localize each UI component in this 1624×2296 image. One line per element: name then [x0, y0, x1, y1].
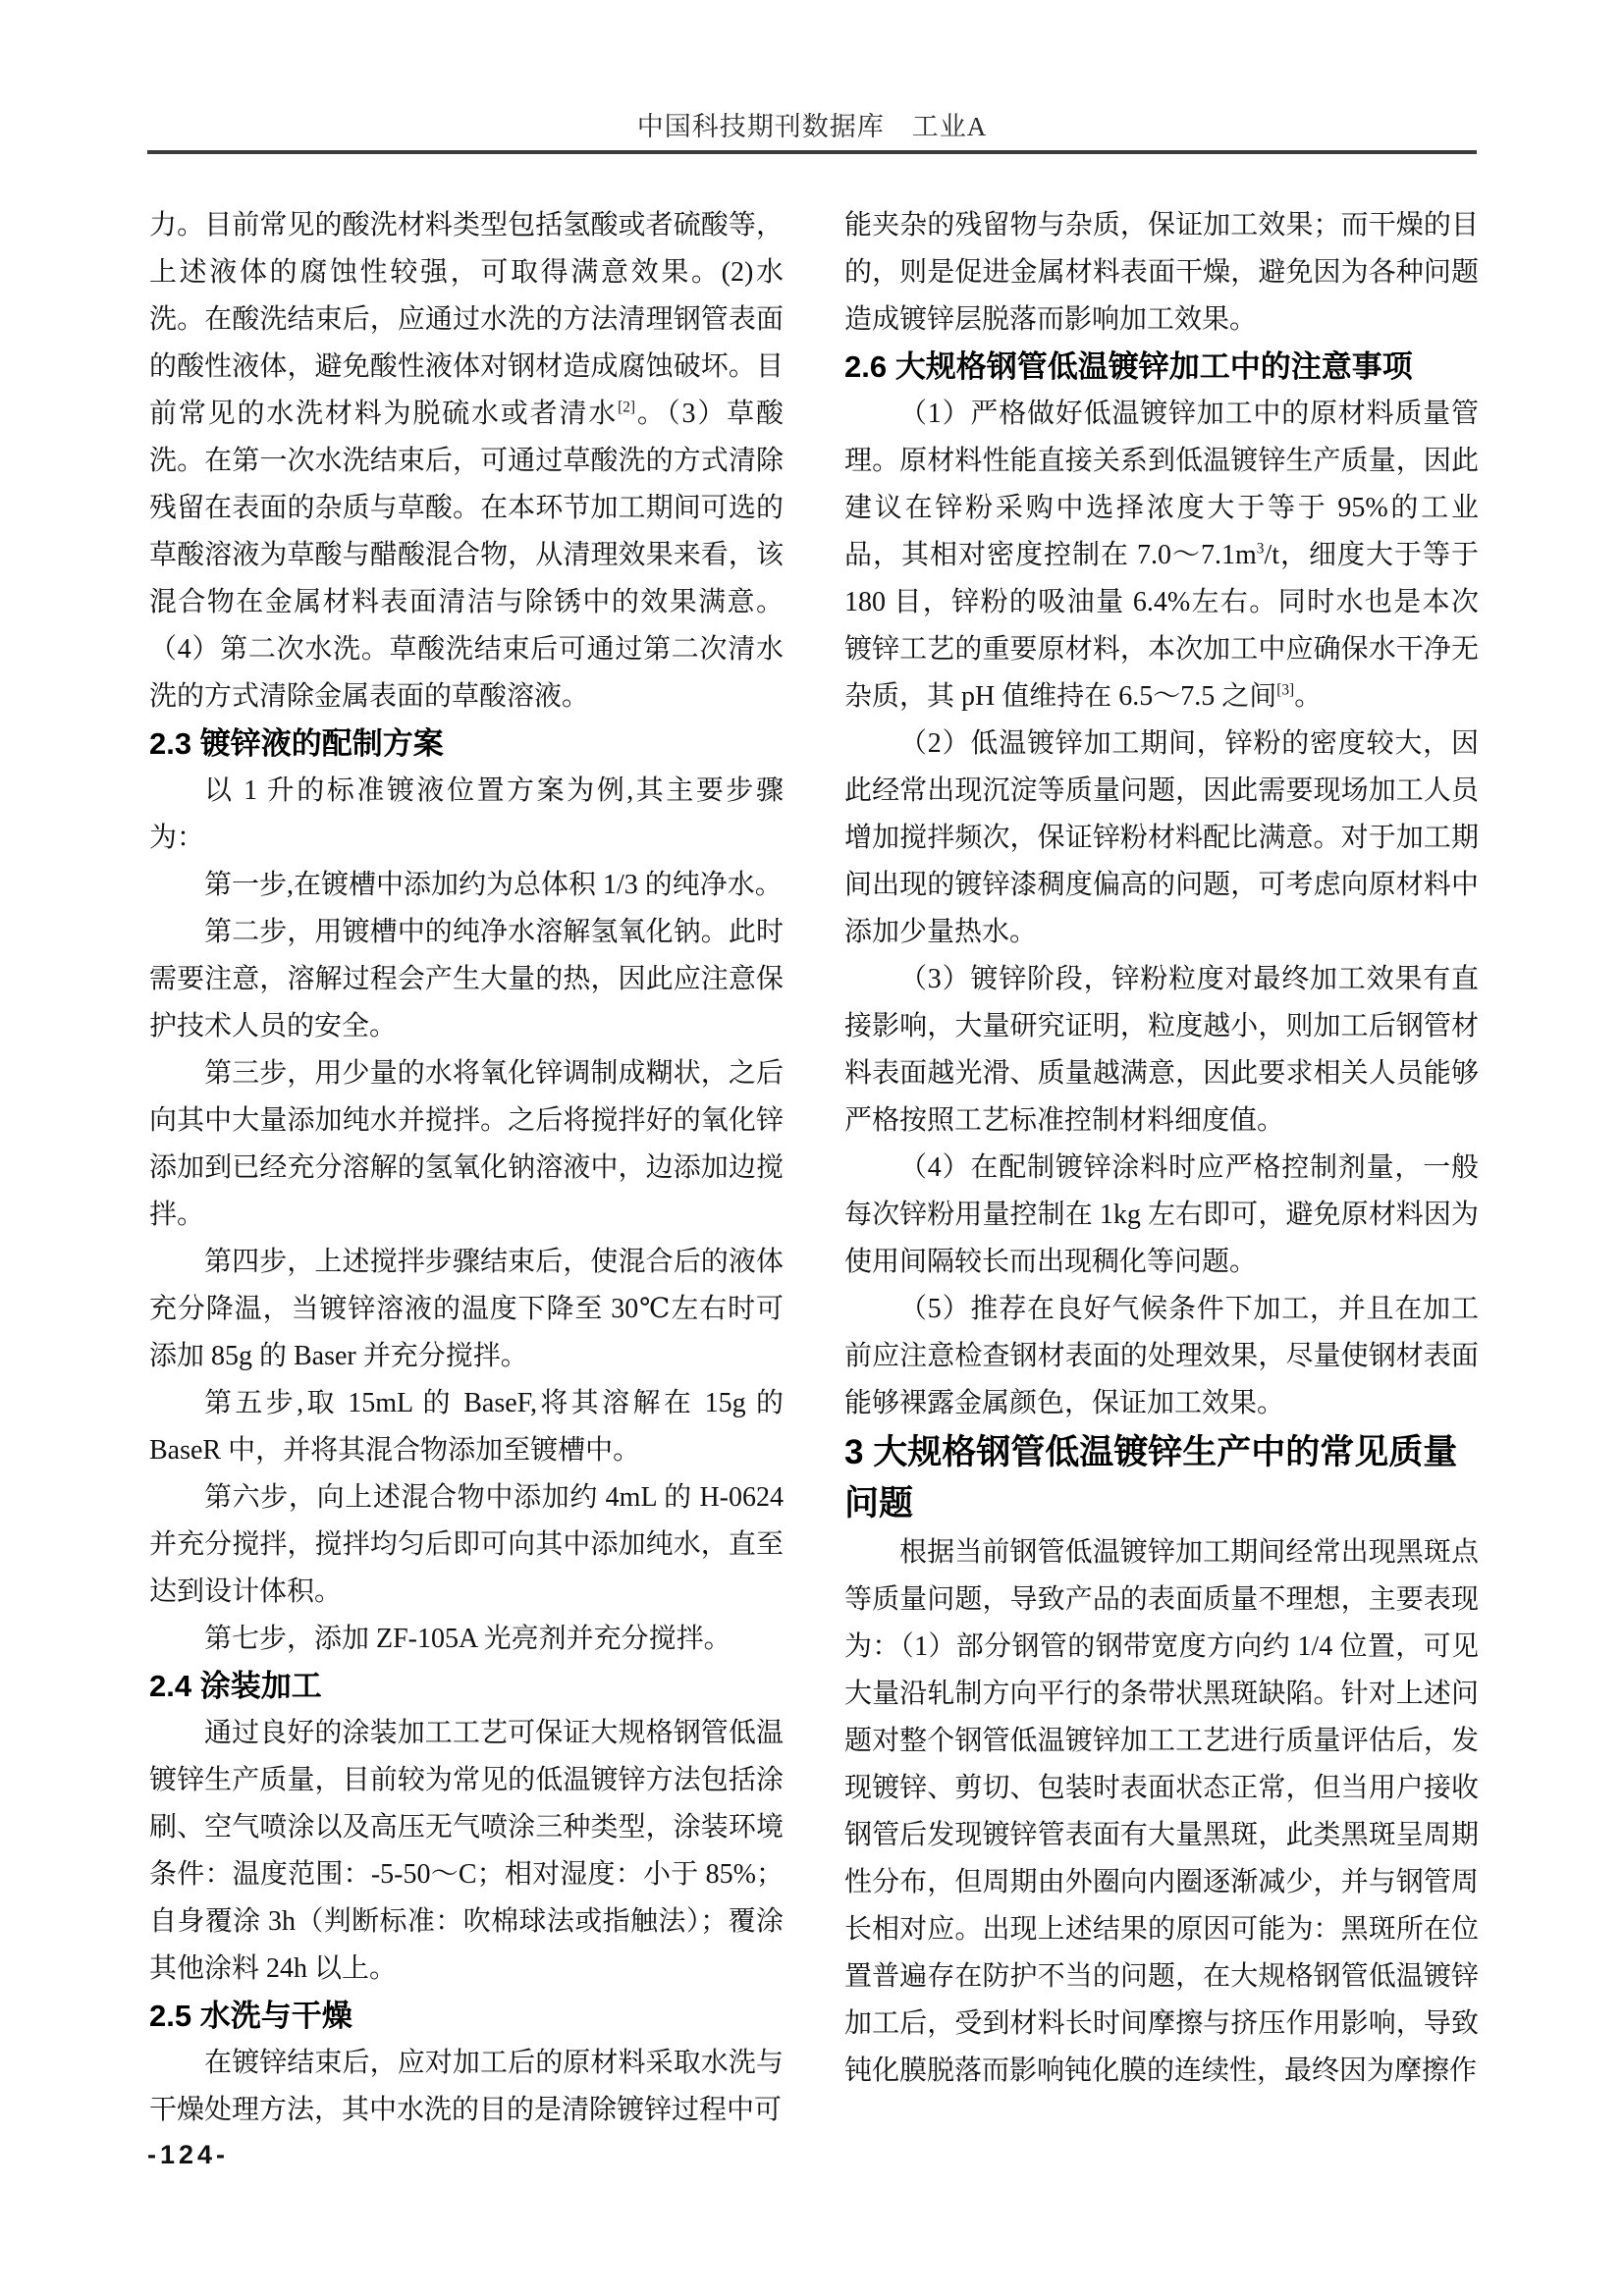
- header-rule: [147, 150, 1477, 154]
- paragraph: （1）严格做好低温镀锌加工中的原材料质量管理。原材料性能直接关系到低温镀锌生产质量，因此建议在锌粉采购中选择浓度大于等于 95%的工业品，其相对密度控制在 $7.0\sim 7.1m^3/t$，细度大于等于 180 目，锌粉的吸油量 6.4%左右。同时水也是本次镀锌工艺的重要原材料，本次加工中应确保水干净无杂质，其 pH 值维持在 6.5～7.5 之间[3]。: [844, 399, 1480, 712]
- paragraph: （2）低温镀锌加工期间，锌粉的密度较大，因此经常出现沉淀等质量问题，因此需要现场加工人员增加搅拌频次，保证锌粉材料配比满意。对于加工期间出现的镀锌漆稠度偏高的问题，可考虑向原材料中添加少量热水。: [844, 728, 1479, 947]
- paragraph: （4）在配制镀锌涂料时应严格控制剂量，一般每次锌粉用量控制在 1kg 左右即可，避免原材料因为使用间隔较长而出现稠化等问题。: [844, 1152, 1479, 1277]
- paragraph: 第二步，用镀槽中的纯净水溶解氢氧化钠。此时需要注意，溶解过程会产生大量的热，因此应注意保护技术人员的安全。: [149, 917, 784, 1041]
- section-heading-2-4: 2.4 涂装加工: [149, 1669, 322, 1703]
- journal-header-title: 中国科技期刊数据库 工业A: [636, 112, 988, 141]
- paragraph: 第三步，用少量的水将氧化锌调制成糊状，之后向其中大量添加纯水并搅拌。之后将搅拌好的氧化锌添加到已经充分溶解的氢氧化钠溶液中，边添加边搅拌。: [149, 1058, 784, 1230]
- paragraph: 在镀锌结束后，应对加工后的原材料采取水洗与干燥处理方法，其中水洗的目的是清除镀锌过程中可: [149, 2048, 784, 2125]
- paragraph: 以 1 升的标准镀液位置方案为例,其主要步骤为：: [149, 775, 784, 853]
- section-heading-3: 3 大规格钢管低温镀锌生产中的常见质量问题: [844, 1433, 1458, 1522]
- paragraph: （3）镀锌阶段，锌粉粒度对最终加工效果有直接影响，大量研究证明，粒度越小，则加工后钢管材料表面越光滑、质量越满意，因此要求相关人员能够严格按照工艺标准控制材料细度值。: [844, 964, 1479, 1136]
- paragraph: （5）推荐在良好气候条件下加工，并且在加工前应注意检查钢材表面的处理效果，尽量使钢材表面能够裸露金属颜色，保证加工效果。: [844, 1294, 1479, 1418]
- page-content: [149, 202, 1479, 2134]
- paragraph: 第七步，添加 ZF-105A 光亮剂并充分搅拌。: [204, 1624, 731, 1654]
- paragraph: 力。目前常见的酸洗材料类型包括氢酸或者硫酸等，上述液体的腐蚀性较强，可取得满意效果。(2)水洗。在酸洗结束后，应通过水洗的方法清理钢管表面的酸性液体，避免酸性液体对钢材造成腐蚀破坏。目前常见的水洗材料为脱硫水或者清水[2]。（3）草酸洗。在第一次水洗结束后，可通过草酸洗的方式清除残留在表面的杂质与草酸。在本环节加工期间可选的草酸溶液为草酸与醋酸混合物，从清理效果来看，该混合物在金属材料表面清洁与除锈中的效果满意。（4）第二次水洗。草酸洗结束后可通过第二次清水洗的方式清除金属表面的草酸溶液。: [149, 210, 784, 712]
- left-column: [149, 202, 784, 2134]
- page-number: -124-: [147, 2140, 230, 2169]
- paragraph: 第一步,在镀槽中添加约为总体积 1/3 的纯净水。: [204, 870, 783, 900]
- paragraph: 通过良好的涂装加工工艺可保证大规格钢管低温镀锌生产质量，目前较为常见的低温镀锌方法包括涂刷、空气喷涂以及高压无气喷涂三种类型，涂装环境条件：温度范围：-5-50～C；相对湿度：小于 85%；自身覆涂 3h（判断标准：吹棉球法或指触法）；覆涂其他涂料 24h 以上。: [149, 1718, 784, 1984]
- paragraph: 第四步，上述搅拌步骤结束后，使混合后的液体充分降温，当镀锌溶液的温度下降至 30℃左右时可添加 85g 的 Baser 并充分搅拌。: [149, 1247, 784, 1371]
- paragraph: 根据当前钢管低温镀锌加工期间经常出现黑斑点等质量问题，导致产品的表面质量不理想，主要表现为：（1）部分钢管的钢带宽度方向约 1/4 位置，可见大量沿轧制方向平行的条带状黑斑缺陷。针对上述问题对整个钢管低温镀锌加工工艺进行质量评估后，发现镀锌、剪切、包装时表面状态正常，但当用户接收钢管后发现镀锌管表面有大量黑斑，此类黑斑呈周期性分布，但周期由外圈向内圈逐渐减少，并与钢管周长相对应。出现上述结果的原因可能为：黑斑所在位置普遍存在防护不当的问题，在大规格钢管低温镀锌加工后，受到材料长时间摩擦与挤压作用影响，导致钝化膜脱落而影响钝化膜的连续性，最终因为摩擦作: [844, 1537, 1479, 2086]
- section-heading-2-3: 2.3 镀锌液的配制方案: [149, 726, 444, 761]
- right-column: [844, 202, 1479, 2134]
- paragraph: 第六步，向上述混合物中添加约 4mL 的 H-0624 并充分搅拌，搅拌均匀后即可向其中添加纯水，直至达到设计体积。: [149, 1482, 784, 1607]
- paragraph: 能夹杂的残留物与杂质，保证加工效果；而干燥的目的，则是促进金属材料表面干燥，避免因为各种问题造成镀锌层脱落而影响加工效果。: [844, 210, 1479, 335]
- paragraph: 第五步,取 15mL 的 BaseF,将其溶解在 15g 的 BaseR 中，并将其混合物添加至镀槽中。: [149, 1388, 784, 1466]
- section-heading-2-5: 2.5 水洗与干燥: [149, 1999, 352, 2033]
- section-heading-2-6: 2.6 大规格钢管低温镀锌加工中的注意事项: [844, 349, 1413, 384]
